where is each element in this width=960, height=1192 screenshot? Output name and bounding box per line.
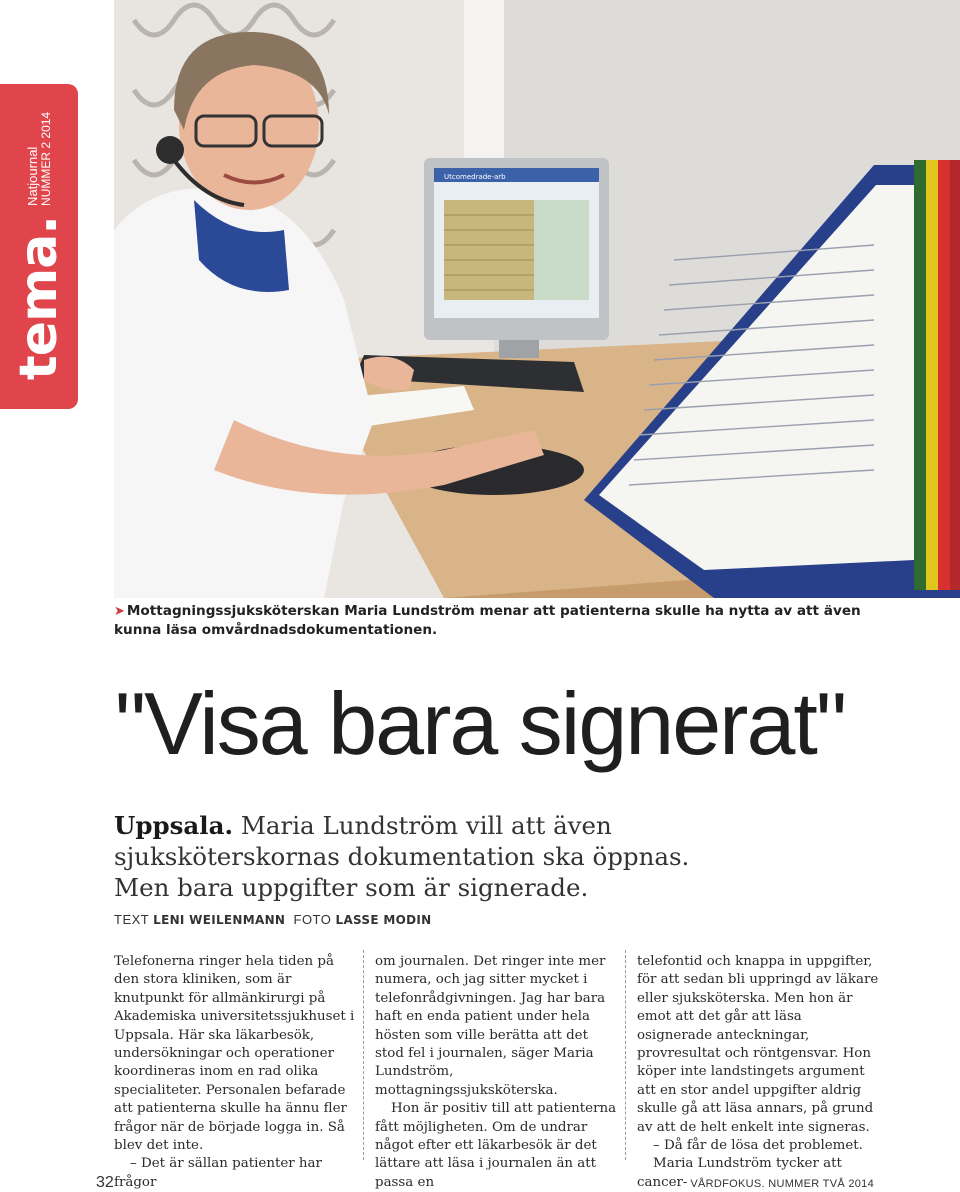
body-paragraph: – Det är sällan patienter har frågor — [114, 1156, 322, 1190]
section-tab — [0, 84, 78, 409]
section-word: tema. — [9, 215, 69, 381]
body-paragraph: om journalen. Det ringer inte mer numera, och jag sitter mycket i telefonrådgivningen. Jag har bara haft en enda patient under hela hösten som ville berätta att det stod fel i journalen, säger Maria Lundström, mottagningssjuksköterska. — [375, 954, 606, 1098]
body-column-3 — [637, 953, 879, 1192]
body-paragraph: Maria Lundström tycker att cancer- — [637, 1156, 842, 1190]
publication-name: Natjournal — [24, 146, 40, 206]
screen-label: Utcomedrade-arb — [444, 173, 506, 181]
issue-label: NUMMER 2 2014 — [38, 111, 53, 206]
footer-publication: VÅRDFOKUS. NUMMER TVÅ 2014 — [690, 1178, 874, 1190]
caption-arrow-icon: ➤ — [114, 604, 125, 619]
photo-illustration — [114, 0, 960, 598]
photo-author: LASSE MODIN — [335, 913, 432, 927]
body-paragraph: Hon är positiv till att patienterna fått möjligheten. Om de undrar något efter ett läkarbesök är det lättare att läsa i journalen än att passa en — [375, 1101, 617, 1190]
photo-caption — [114, 602, 874, 639]
headline-text: "Visa bara signerat" — [114, 674, 846, 773]
body-paragraph: Telefonerna ringer hela tiden på den stora kliniken, som är knutpunkt för allmänkirurgi på Akademiska universitetssjukhuset i Uppsala. Här ska läkarbesök, undersökningar och operationer koordineras inom en rad olika specialiteter. Personalen befarade att patienterna skulle ha ännu fler frågor när de började logga in. Så blev det inte. — [114, 954, 355, 1154]
page-number: 32 — [96, 1174, 114, 1191]
body-column-2 — [375, 953, 617, 1192]
text-label: TEXT — [114, 912, 149, 927]
article-photo — [114, 0, 960, 598]
body-paragraph: – Då får de lösa det problemet. — [653, 1138, 863, 1154]
body-column-1 — [114, 953, 356, 1192]
lead-text: Maria Lundström vill att även sjuksköterskornas dokumentation ska öppnas. Men bara uppgifter som är signerade. — [114, 811, 690, 902]
caption-text: Mottagningssjuksköterskan Maria Lundström menar att patienterna skulle ha nytta av att även kunna läsa omvårdnadsdokumentationen. — [114, 603, 861, 638]
column-divider — [625, 950, 626, 1160]
body-paragraph: telefontid och knappa in uppgifter, för att sedan bli uppringd av läkare eller sjuksköterska. Men hon är emot att det går att läsa osignerade anteckningar, provresultat och röntgensvar. Hon köper inte landstingets argument att en stor andel uppgifter aldrig skulle gå att läsa annars, på grund av att de helt enkelt inte signeras. — [637, 954, 879, 1135]
byline — [114, 912, 431, 927]
lead-paragraph — [114, 810, 714, 903]
headline — [0, 676, 960, 773]
text-author: LENI WEILENMANN — [153, 913, 286, 927]
lead-place: Uppsala. — [114, 811, 234, 840]
photo-label: FOTO — [293, 912, 332, 927]
column-divider — [363, 950, 364, 1160]
